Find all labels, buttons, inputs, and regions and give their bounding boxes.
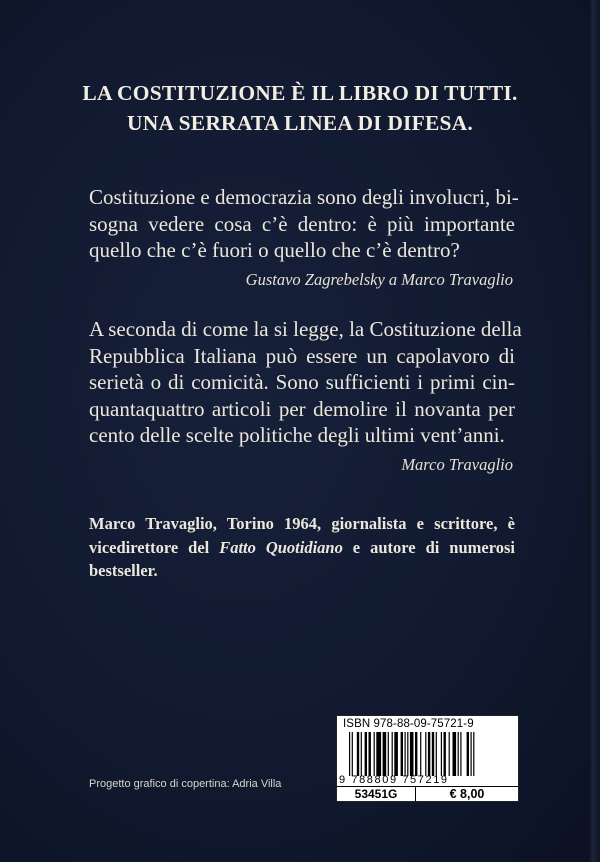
bio-text: e autore di numerosi <box>342 537 515 557</box>
isbn-number: ISBN 978-88-09-75721-9 <box>343 718 474 730</box>
isbn-barcode-box <box>336 715 519 802</box>
price: € 8,00 <box>416 786 518 802</box>
barcode-icon <box>349 732 509 776</box>
product-code: 53451G <box>337 786 416 802</box>
author-bio <box>89 512 515 583</box>
quote-line: Costituzione e democrazia sono degli involucri, bi- <box>89 185 519 209</box>
bio-line-2 <box>89 536 515 560</box>
quote-attribution-zagrebelsky: Gustavo Zagrebelsky a Marco Travaglio <box>245 270 513 289</box>
quote-travaglio <box>89 316 522 449</box>
quote-zagrebelsky <box>89 184 519 264</box>
headline-line-2: UNA SERRATA LINEA DI DIFESA. <box>127 111 473 135</box>
quote-line: sogna vedere cosa c’è dentro: è più importante <box>89 211 515 236</box>
quote-line: serietà o di comicità. Sono sufficienti i primi cin- <box>89 370 515 394</box>
ean-digits: 9 788809 757219 <box>339 774 449 786</box>
cover-design-credit: Progetto grafico di copertina: Adria Villa <box>89 778 282 790</box>
quote-line: cento delle scelte politiche degli ultimi vent’anni. <box>89 423 505 447</box>
newspaper-title: Fatto Quotidiano <box>219 537 343 557</box>
headline-line-1: LA COSTITUZIONE È IL LIBRO DI TUTTI. <box>82 81 518 105</box>
bio-line-1: Marco Travaglio, Torino 1964, giornalista e scrittore, è <box>89 514 515 533</box>
quote-attribution-travaglio: Marco Travaglio <box>401 455 513 474</box>
bio-text: vicedirettore del <box>89 537 220 557</box>
quote-line: quello che c’è fuori o quello che c’è dentro? <box>89 238 460 262</box>
quote-line: quantaquattro articoli per demolire il novanta per <box>89 396 515 421</box>
quote-line: Repubblica Italiana può essere un capolavoro di <box>89 343 515 368</box>
headline <box>0 78 600 138</box>
quote-line: A seconda di come la si legge, la Costituzione della <box>89 317 522 341</box>
bio-line-3: bestseller. <box>89 561 158 580</box>
